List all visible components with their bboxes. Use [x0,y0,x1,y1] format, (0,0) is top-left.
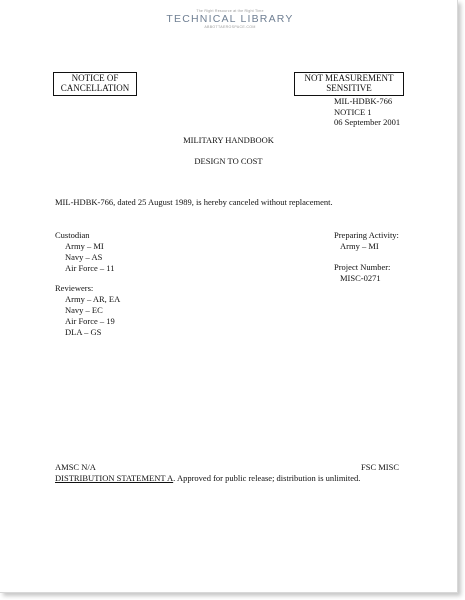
measurement-box-line2: SENSITIVE [326,83,372,93]
preparing-activity-block [334,230,399,252]
measurement-sensitive-box [294,72,404,96]
custodian-item: Navy – AS [65,252,103,262]
reviewer-item: Navy – EC [65,305,103,315]
custodian-item: Army – MI [65,241,104,251]
reviewer-item: DLA – GS [65,327,102,337]
project-number-block [334,262,390,284]
distribution-statement [55,473,360,484]
measurement-box-line1: NOT MEASUREMENT [304,73,394,83]
logo-title: TECHNICAL LIBRARY [166,13,294,25]
handbook-subtitle: DESIGN TO COST [194,156,263,166]
notice-number: NOTICE 1 [334,106,372,117]
preparing-activity-label: Preparing Activity: [334,230,399,240]
reviewer-item: Army – AR, EA [65,294,121,304]
reviewers-label: Reviewers: [55,283,94,293]
notice-box-line2: CANCELLATION [60,83,130,93]
document-id-block [334,96,400,128]
reviewer-item: Air Force – 19 [65,316,115,326]
preparing-activity-value: Army – MI [340,241,379,251]
notice-box-line1: NOTICE OF [71,73,119,83]
custodian-block [55,230,115,274]
custodian-label: Custodian [55,230,90,240]
distribution-statement-label: DISTRIBUTION STATEMENT A [55,473,174,483]
handbook-title: MILITARY HANDBOOK [183,135,274,145]
project-number-label: Project Number: [334,262,391,272]
distribution-statement-text: . Approved for public release; distribution is unlimited. [173,473,361,483]
amsc-code: AMSC N/A [55,462,96,472]
cancellation-statement: MIL-HDBK-766, dated 25 August 1989, is hereby canceled without replacement. [55,197,333,207]
fsc-code: FSC MISC [361,462,400,472]
technical-library-logo [160,9,300,33]
document-number: MIL-HDBK-766 [334,96,393,106]
notice-of-cancellation-box [53,72,137,96]
logo-tagline: The Right Resource at the Right Time [196,9,264,13]
project-number-value: MISC-0271 [340,273,381,283]
logo-url: ABBOTTAEROSPACE.COM [204,25,256,29]
custodian-item: Air Force – 11 [65,263,115,273]
reviewers-block [55,283,120,338]
notice-date: 06 September 2001 [334,117,401,127]
